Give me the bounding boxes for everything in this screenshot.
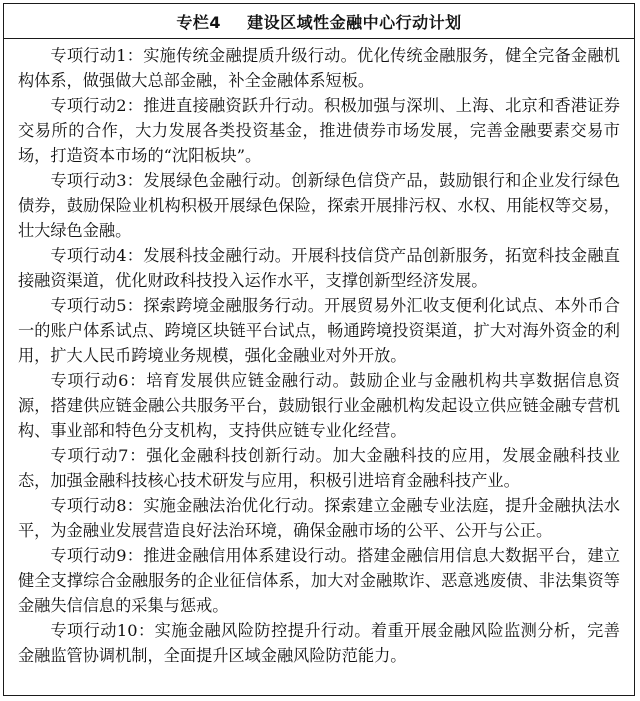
action-item-2: 专项行动2：推进直接融资跃升行动。积极加强与深圳、上海、北京和香港证券交易所的合作，大力发展各类投资基金，推进债券市场发展，完善金融要素交易市场，打造资本市场的“沈阳板块”。 xyxy=(18,96,620,165)
action-item-3: 专项行动3：发展绿色金融行动。创新绿色信贷产品，鼓励银行和企业发行绿色债券，鼓励保险业机构积极开展绿色保险，探索开展排污权、水权、用能权等交易，壮大绿色金融。 xyxy=(18,171,620,240)
action-item-7: 专项行动7：强化金融科技创新行动。加大金融科技的应用，发展金融科技业态，加强金融科技核心技术研发与应用，积极引进培育金融科技产业。 xyxy=(18,446,620,490)
column-box xyxy=(3,3,635,696)
action-item-5: 专项行动5：探索跨境金融服务行动。开展贸易外汇收支便利化试点、本外币合一的账户体系试点、跨境区块链平台试点，畅通跨境投资渠道，扩大对海外资金的利用，扩大人民币跨境业务规模，强化金融业对外开放。 xyxy=(18,296,620,365)
column-label: 专栏4 xyxy=(176,12,222,32)
action-item-8: 专项行动8：实施金融法治优化行动。探索建立金融专业法庭，提升金融执法水平，为金融业发展营造良好法治环境，确保金融市场的公平、公开与公正。 xyxy=(18,496,620,540)
action-item-6: 专项行动6：培育发展供应链金融行动。鼓励企业与金融机构共享数据信息资源，搭建供应链金融公共服务平台，鼓励银行业金融机构发起设立供应链金融专营机构、事业部和特色分支机构，支持供应链专业化经营。 xyxy=(18,371,620,440)
action-list xyxy=(4,39,634,668)
action-item-9: 专项行动9：推进金融信用体系建设行动。搭建金融信用信息大数据平台，建立健全支撑综合金融服务的企业征信体系，加大对金融欺诈、恶意逃废债、非法集资等金融失信信息的采集与惩戒。 xyxy=(18,546,620,615)
action-item-10: 专项行动10：实施金融风险防控提升行动。着重开展金融风险监测分析，完善金融监管协调机制，全面提升区域金融风险防范能力。 xyxy=(18,621,620,665)
action-item-1: 专项行动1：实施传统金融提质升级行动。优化传统金融服务，健全完备金融机构体系，做强做大总部金融，补全金融体系短板。 xyxy=(18,46,620,90)
column-header xyxy=(4,4,634,39)
column-title: 建设区域性金融中心行动计划 xyxy=(247,12,462,32)
action-item-4: 专项行动4：发展科技金融行动。开展科技信贷产品创新服务，拓宽科技金融直接融资渠道，优化财政科技投入运作水平，支撑创新型经济发展。 xyxy=(18,246,620,290)
